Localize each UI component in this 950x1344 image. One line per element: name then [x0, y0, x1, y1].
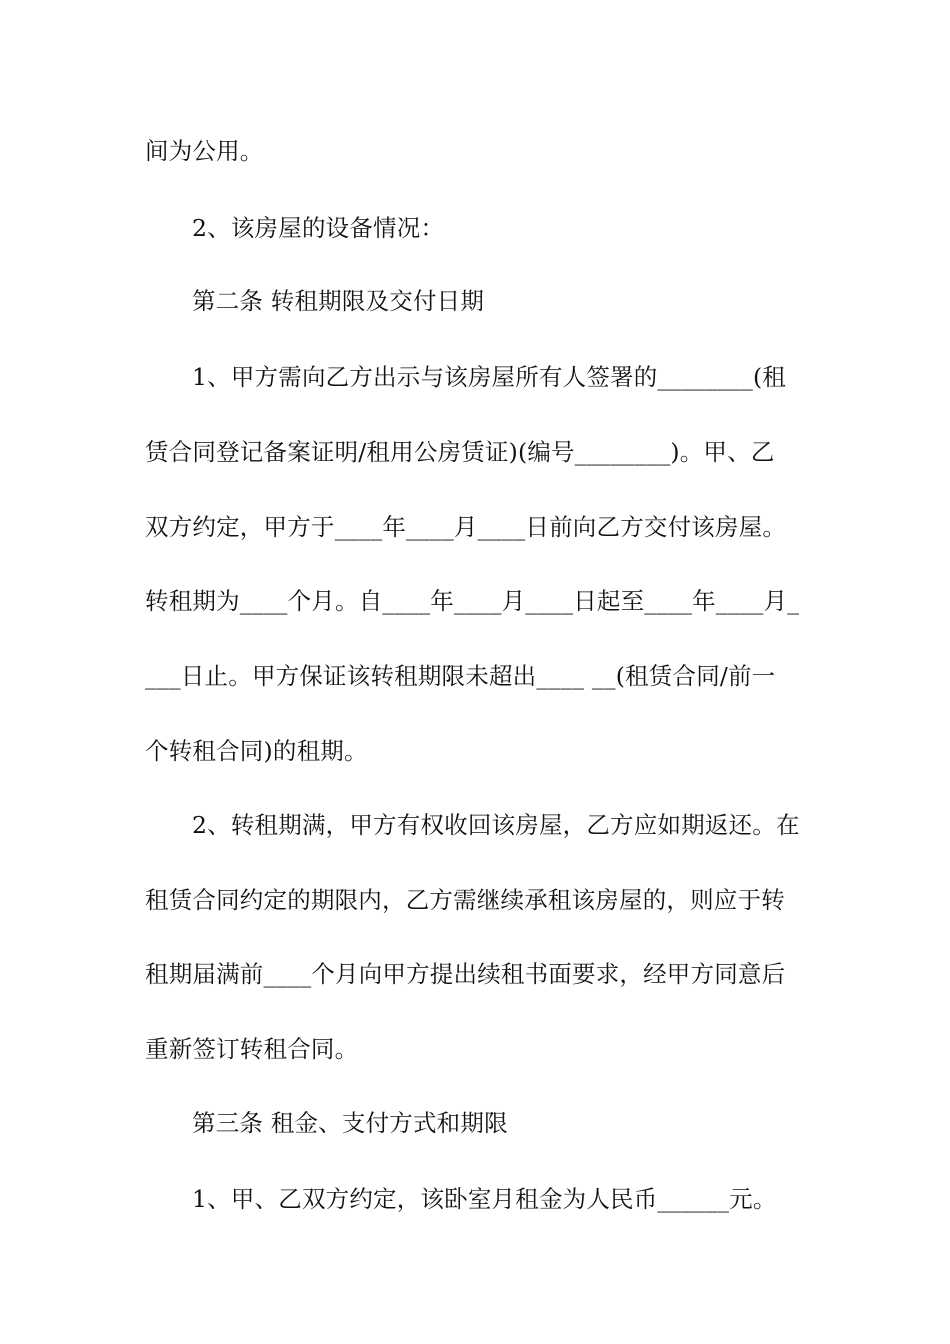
section-heading-article-3: 第三条 租金、支付方式和期限 [192, 1109, 508, 1137]
paragraph-line-6: 双方约定，甲方于____年____月____日前向乙方交付该房屋。 [145, 513, 787, 541]
paragraph-line-1: 间为公用。 [145, 137, 264, 165]
paragraph-line-10: 2、转租期满，甲方有权收回该房屋，乙方应如期返还。在 [192, 811, 800, 839]
paragraph-line-5: 赁合同登记备案证明/租用公房赁证)(编号________)。甲、乙 [145, 438, 775, 466]
paragraph-line-2: 2、该房屋的设备情况： [192, 214, 445, 242]
paragraph-line-12: 租期届满前____个月向甲方提出续租书面要求，经甲方同意后 [145, 960, 786, 988]
section-heading-article-2: 第二条 转租期限及交付日期 [192, 287, 485, 315]
paragraph-line-11: 租赁合同约定的期限内，乙方需继续承租该房屋的，则应于转 [145, 886, 785, 914]
paragraph-line-4: 1、甲方需向乙方出示与该房屋所有人签署的________(租 [192, 363, 787, 391]
paragraph-line-9: 个转租合同)的租期。 [145, 737, 368, 765]
paragraph-line-8: ___日止。甲方保证该转租期限未超出____ __(租赁合同/前一 [145, 662, 776, 690]
paragraph-line-13: 重新签订转租合同。 [145, 1035, 359, 1063]
paragraph-line-7: 转租期为____个月。自____年____月____日起至____年____月_ [145, 587, 800, 615]
paragraph-line-15: 1、甲、乙双方约定，该卧室月租金为人民币______元。 [192, 1185, 777, 1213]
